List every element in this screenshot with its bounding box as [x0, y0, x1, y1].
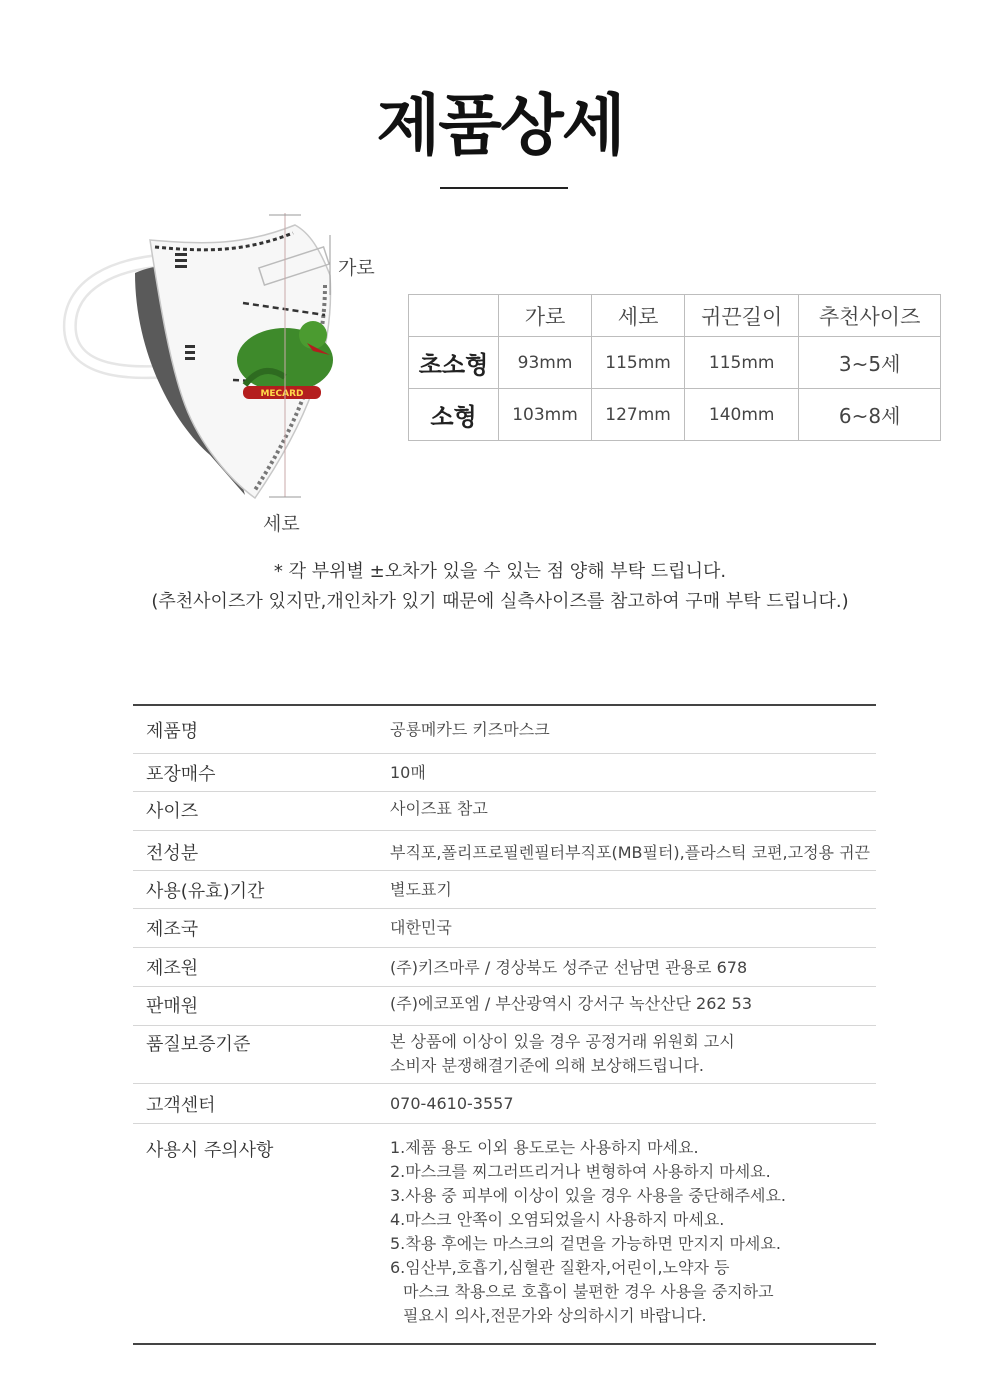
table-header-corner	[409, 295, 499, 337]
info-value: 070-4610-3557	[390, 1093, 514, 1113]
info-label: 포장매수	[146, 763, 216, 785]
title-divider	[440, 187, 568, 189]
info-label: 제품명	[146, 720, 199, 742]
info-value	[390, 1030, 876, 1078]
width-label: 가로	[338, 257, 375, 279]
info-label: 사이즈	[146, 801, 199, 822]
info-label: 제조국	[146, 919, 199, 940]
table-header-height: 세로	[592, 295, 685, 337]
table-row	[133, 754, 876, 792]
info-value: (주)키즈마루 / 경상북도 성주군 선남면 관용로 678	[390, 958, 748, 977]
table-row	[133, 831, 876, 871]
product-info-table	[133, 704, 876, 1345]
info-label: 품질보증기준	[146, 1034, 251, 1055]
table-row	[133, 948, 876, 987]
precaution-line: 6.임산부,호흡기,심혈관 질환자,어린이,노약자 등	[390, 1258, 730, 1277]
size-strap: 140mm	[685, 389, 799, 441]
size-width: 93mm	[499, 337, 592, 389]
size-width: 103mm	[499, 389, 592, 441]
page-title: 제품상세	[376, 87, 624, 164]
svg-text:MECARD: MECARD	[260, 389, 304, 399]
info-label: 제조원	[146, 958, 199, 979]
info-value-line: 소비자 분쟁해결기준에 의해 보상해드립니다.	[390, 1056, 705, 1075]
info-value: 대한민국	[390, 918, 452, 937]
table-row	[409, 389, 941, 441]
precaution-line: 마스크 착용으로 호흡이 불편한 경우 사용을 중지하고	[403, 1282, 774, 1301]
info-value: (주)에코포엠 / 부산광역시 강서구 녹산산단 262 53	[390, 994, 753, 1013]
size-notes	[0, 557, 1000, 617]
table-header-age: 추천사이즈	[799, 295, 941, 337]
size-age: 6~8세	[799, 389, 941, 441]
table-row	[133, 1124, 876, 1343]
precaution-line: 2.마스크를 찌그러뜨리거나 변형하여 사용하지 마세요.	[390, 1162, 771, 1181]
size-table	[408, 294, 941, 441]
info-label: 판매원	[146, 996, 199, 1017]
info-label: 사용(유효)기간	[146, 880, 265, 902]
size-name: 소형	[409, 389, 499, 441]
size-height: 127mm	[592, 389, 685, 441]
info-label: 전성분	[146, 843, 199, 864]
mask-diagram	[55, 205, 395, 540]
size-age: 3~5세	[799, 337, 941, 389]
info-value: 10매	[390, 762, 426, 782]
table-header-width: 가로	[499, 295, 592, 337]
note-line-1: * 각 부위별 ±오차가 있을 수 있는 점 양해 부탁 드립니다.	[273, 561, 727, 582]
size-height: 115mm	[592, 337, 685, 389]
info-value: 별도표기	[390, 879, 452, 899]
precaution-line: 필요시 의사,전문가와 상의하시기 바랍니다.	[403, 1306, 707, 1325]
table-row	[133, 1084, 876, 1124]
precaution-line: 4.마스크 안쪽이 오염되었을시 사용하지 마세요.	[390, 1210, 725, 1229]
table-row	[409, 337, 941, 389]
info-value-line: 본 상품에 이상이 있을 경우 공정거래 위원회 고시	[390, 1032, 735, 1051]
table-row	[133, 792, 876, 831]
table-row	[133, 706, 876, 754]
info-value: 공룡메카드 키즈마스크	[390, 719, 550, 739]
info-value: 부직포,폴리프로필렌필터부직포(MB필터),플라스틱 코편,고정용 귀끈	[390, 843, 871, 862]
note-line-2: (추천사이즈가 있지만,개인차가 있기 때문에 실측사이즈를 참고하여 구매 부탁 드립니다.)	[151, 591, 849, 612]
precaution-line: 5.착용 후에는 마스크의 겉면을 가능하면 만지지 마세요.	[390, 1234, 781, 1253]
precaution-line: 3.사용 중 피부에 이상이 있을 경우 사용을 중단해주세요.	[390, 1186, 786, 1205]
height-label: 세로	[263, 513, 300, 535]
table-header-strap: 귀끈길이	[685, 295, 799, 337]
table-row	[133, 871, 876, 909]
size-strap: 115mm	[685, 337, 799, 389]
precaution-line: 1.제품 용도 이외 용도로는 사용하지 마세요.	[390, 1138, 699, 1157]
info-label: 고객센터	[146, 1094, 216, 1116]
info-value	[390, 1136, 876, 1328]
info-value: 사이즈표 참고	[390, 799, 488, 818]
table-row	[133, 987, 876, 1026]
table-row	[133, 1026, 876, 1084]
size-name: 초소형	[409, 337, 499, 389]
table-row	[133, 909, 876, 948]
info-label: 사용시 주의사항	[146, 1140, 274, 1161]
